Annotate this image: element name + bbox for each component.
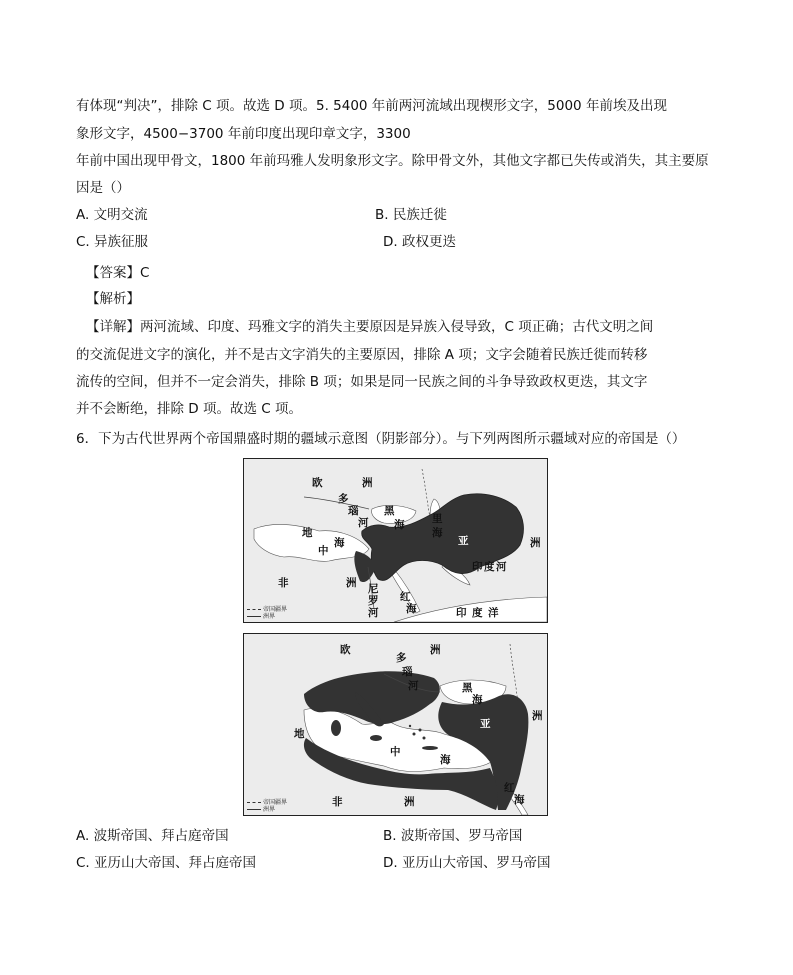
map-1-label-black-sea-2: 海 <box>394 519 405 531</box>
map-1-label-red-sea-2: 海 <box>406 603 417 615</box>
map-1-label-danube-1: 多 <box>338 493 349 505</box>
map-2-legend-continent-border: 洲界 <box>263 806 276 813</box>
map-1-label-nile-1: 尼 <box>368 583 379 595</box>
map-1-legend-empire-border: 帝国疆界 <box>263 606 288 613</box>
map-1-label-indus-3: 河 <box>496 561 507 573</box>
q5-option-b[interactable]: B. 民族迁徙 <box>375 207 447 223</box>
map-1-drawing <box>244 459 547 622</box>
map-1-label-med-1: 地 <box>302 527 313 539</box>
map-1-legend-continent-border: 洲界 <box>263 613 276 620</box>
map-2-label-asia-2: 洲 <box>532 710 543 722</box>
q5-analysis-line-3: 流传的空间，但并不一定会消失，排除 B 项；如果是同一民族之间的斗争导致政权更迭，其文字 <box>76 374 648 390</box>
map-1-label-asia-1: 亚 <box>458 535 469 547</box>
map-1-label-europe-1: 欧 <box>312 477 323 489</box>
map-1-label-ocean-3: 洋 <box>488 607 499 619</box>
question-5-text-line-2: 象形文字，4500−3700 年前印度出现印章文字，3300 <box>76 126 411 142</box>
map-1-label-africa-1: 非 <box>278 577 289 589</box>
q5-analysis-line-4: 并不会断绝，排除 D 项。故选 C 项。 <box>76 401 302 417</box>
map-2-label-red-sea-1: 红 <box>504 782 515 794</box>
q5-option-a[interactable]: A. 文明交流 <box>76 207 148 223</box>
question-5-text-line-3: 年前中国出现甲骨文，1800 年前玛雅人发明象形文字。除甲骨文外，其他文字都已失传或消失，其主要原 <box>76 153 709 169</box>
map-1 <box>243 458 548 623</box>
map-2-label-med-3: 海 <box>440 754 451 766</box>
question-5-text-line-1: 有体现“判决”，排除 C 项。故选 D 项。5. 5400 年前两河流域出现楔形文字，5000 年前埃及出现 <box>76 98 667 114</box>
map-2-label-danube-3: 河 <box>408 680 419 692</box>
map-2-label-red-sea-2: 海 <box>514 794 525 806</box>
map-1-label-ocean-1: 印 <box>456 607 467 619</box>
question-6-stem: 6．下为古代世界两个帝国鼎盛时期的疆域示意图（阴影部分）。与下列两图所示疆域对应的帝国是（） <box>76 431 686 447</box>
map-1-legend <box>247 606 287 620</box>
map-1-label-black-sea-1: 黑 <box>384 505 395 517</box>
map-2-label-black-sea-2: 海 <box>472 694 483 706</box>
q6-option-c[interactable]: C. 亚历山大帝国、拜占庭帝国 <box>76 855 257 871</box>
map-2-label-black-sea-1: 黑 <box>462 682 473 694</box>
map-1-label-ocean-2: 度 <box>472 607 483 619</box>
map-2-label-europe-2: 洲 <box>430 644 441 656</box>
map-1-label-nile-3: 河 <box>368 607 379 619</box>
map-2-label-africa-2: 洲 <box>404 796 415 808</box>
q5-analysis-line-2: 的交流促进文字的演化，并不是古文字消失的主要原因，排除 A 项；文字会随着民族迁徙而转移 <box>76 347 648 363</box>
map-1-label-med-2: 中 <box>318 545 329 557</box>
map-2 <box>243 633 548 816</box>
map-1-label-indus-1: 印 <box>472 561 483 573</box>
map-1-label-indus-2: 度 <box>484 561 495 573</box>
map-1-label-danube-2: 瑙 <box>348 505 359 517</box>
map-2-label-africa-1: 非 <box>332 796 343 808</box>
q5-option-d[interactable]: D. 政权更迭 <box>383 234 456 250</box>
map-1-label-nile-2: 罗 <box>368 595 379 607</box>
q5-analysis-heading: 【解析】 <box>86 291 140 307</box>
map-1-label-asia-2: 洲 <box>530 537 541 549</box>
map-2-label-med-2: 中 <box>390 746 401 758</box>
map-1-label-europe-2: 洲 <box>362 477 373 489</box>
map-1-label-danube-3: 河 <box>358 517 369 529</box>
question-5-text-line-4: 因是（） <box>76 180 130 196</box>
map-1-label-med-3: 海 <box>334 537 345 549</box>
map-1-label-africa-2: 洲 <box>346 577 357 589</box>
map-1-label-red-sea-1: 红 <box>400 591 411 603</box>
map-1-label-caspian-2: 海 <box>432 527 443 539</box>
q5-option-c[interactable]: C. 异族征服 <box>76 234 149 250</box>
map-2-label-danube-2: 瑙 <box>402 666 413 678</box>
q6-option-a[interactable]: A. 波斯帝国、拜占庭帝国 <box>76 828 229 844</box>
q5-answer: 【答案】C <box>86 265 150 281</box>
map-2-label-danube-1: 多 <box>396 652 407 664</box>
q5-analysis-line-1: 【详解】两河流域、印度、玛雅文字的消失主要原因是异族入侵导致，C 项正确；古代文明之间 <box>86 319 654 335</box>
map-2-legend <box>247 799 287 813</box>
q6-option-b[interactable]: B. 波斯帝国、罗马帝国 <box>383 828 523 844</box>
map-1-label-caspian-1: 里 <box>432 513 443 525</box>
q6-option-d[interactable]: D. 亚历山大帝国、罗马帝国 <box>383 855 551 871</box>
map-2-label-med-1: 地 <box>294 728 305 740</box>
map-2-label-asia-1: 亚 <box>480 718 491 730</box>
map-2-label-europe-1: 欧 <box>340 644 351 656</box>
map-2-legend-empire-border: 帝国疆界 <box>263 799 288 806</box>
